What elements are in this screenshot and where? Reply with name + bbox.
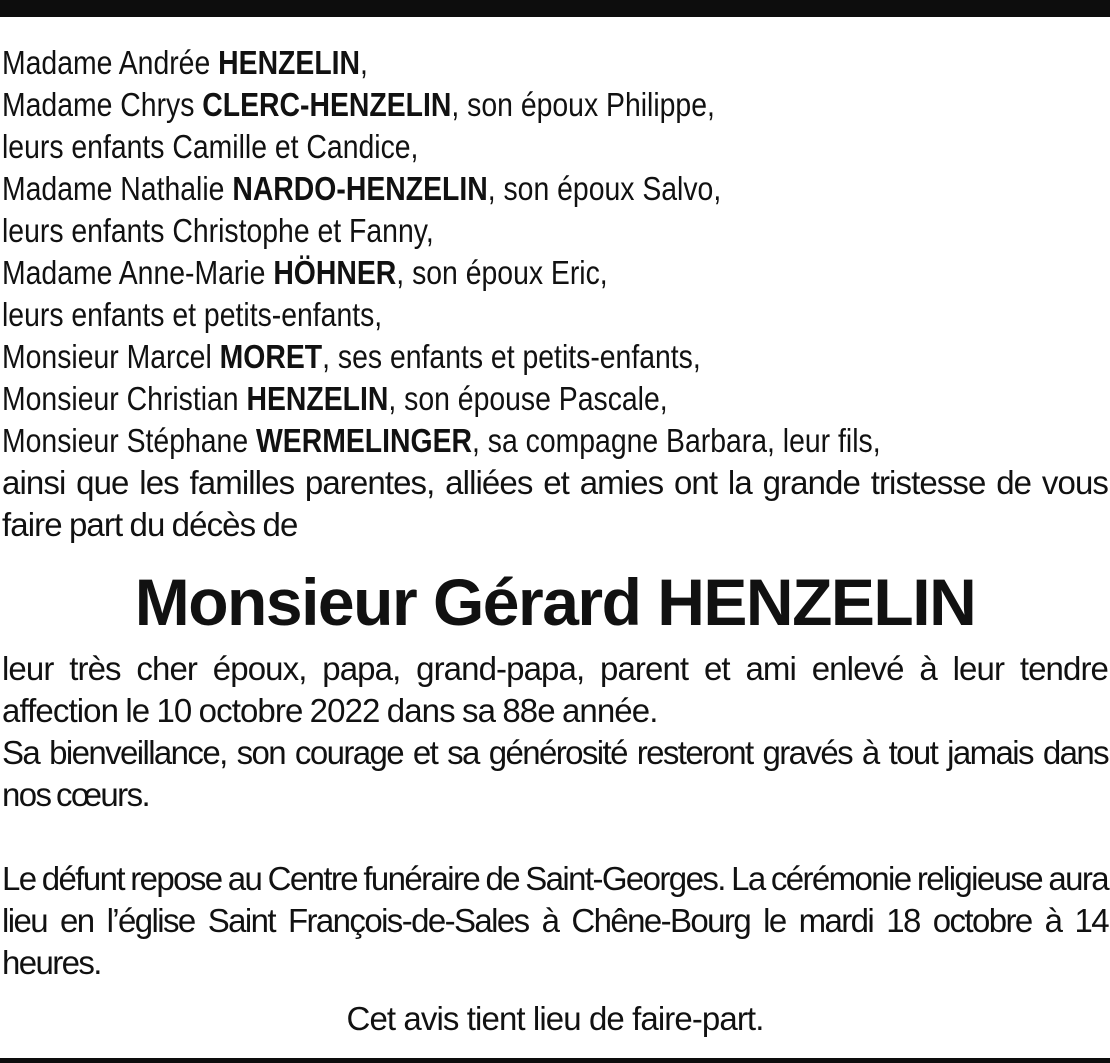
- family-line-text: Monsieur Stéphane: [2, 422, 257, 459]
- family-line: [2, 420, 953, 462]
- family-line-text: leurs enfants Christophe et Fanny,: [2, 212, 434, 249]
- family-line: [2, 252, 953, 294]
- family-surname: HENZELIN: [246, 380, 389, 417]
- family-line: [2, 84, 953, 126]
- family-surname: NARDO-HENZELIN: [232, 170, 488, 207]
- family-line-text: , son épouse Pascale,: [388, 380, 668, 417]
- family-surname: MORET: [219, 338, 323, 375]
- family-line-text: , son époux Salvo,: [487, 170, 722, 207]
- family-surname: WERMELINGER: [256, 422, 473, 459]
- paragraph-gap: [2, 816, 1108, 858]
- closing-text: Cet avis tient lieu de faire-part.: [346, 1000, 764, 1037]
- family-line-text: Madame Andrée: [2, 44, 219, 81]
- tribute-text-2: Sa bienveillance, son courage et sa générosité resteront gravés à tout jamais dans nos cœurs.: [2, 734, 1108, 813]
- family-line: [2, 126, 953, 168]
- family-line-text: , son époux Philippe,: [451, 86, 715, 123]
- family-line-text: Monsieur Marcel: [2, 338, 220, 375]
- bottom-border-rule: [0, 1058, 1110, 1063]
- family-line-text: , sa compagne Barbara, leur fils,: [472, 422, 881, 459]
- family-line-text: leurs enfants et petits-enfants,: [2, 296, 383, 333]
- deceased-name: Monsieur Gérard HENZELIN: [134, 565, 976, 639]
- family-line: [2, 168, 953, 210]
- family-line: [2, 378, 953, 420]
- family-surname: CLERC-HENZELIN: [202, 86, 452, 123]
- tribute-text: leur très cher époux, papa, grand-papa, parent et ami enlevé à leur tendre affection le 10 octobre 2022 dans sa 88e année.: [2, 650, 1108, 729]
- family-line-text: leurs enfants Camille et Candice,: [2, 128, 419, 165]
- family-line-text: Madame Nathalie: [2, 170, 233, 207]
- family-line-text: Monsieur Christian: [2, 380, 247, 417]
- family-line-text: , son époux Eric,: [396, 254, 608, 291]
- family-line-text: Madame Chrys: [2, 86, 203, 123]
- ceremony-text: Le défunt repose au Centre funéraire de Saint-Georges. La cérémonie religieuse aura lieu en l’église Saint François-de-Sales à Chêne-Bourg le mardi 18 octobre à 14 heures.: [2, 860, 1108, 981]
- family-surname: HÖHNER: [273, 254, 397, 291]
- family-surname: HENZELIN: [218, 44, 361, 81]
- family-line: [2, 336, 953, 378]
- family-line-text: ,: [360, 44, 368, 81]
- family-list: [2, 42, 1108, 462]
- family-line: [2, 210, 953, 252]
- family-line-text: Madame Anne-Marie: [2, 254, 274, 291]
- family-line: [2, 294, 953, 336]
- family-line: [2, 42, 953, 84]
- top-border-rule: [0, 0, 1110, 17]
- announcement-text: ainsi que les familles parentes, alliées et amies ont la grande tristesse de vous faire part du décès de: [2, 464, 1108, 543]
- family-line-text: , ses enfants et petits-enfants,: [322, 338, 701, 375]
- obituary-notice: [2, 42, 1108, 1040]
